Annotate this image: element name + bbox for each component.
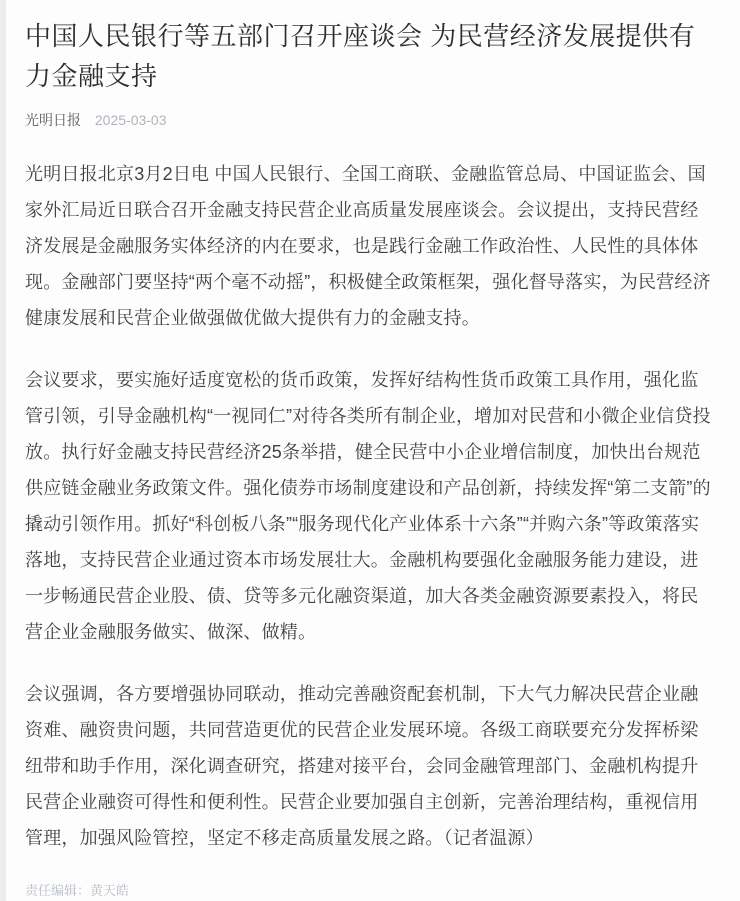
article-paragraph: 会议要求，要实施好适度宽松的货币政策，发挥好结构性货币政策工具作用，强化监管引领，引导金融机构“一视同仁”对待各类所有制企业，增加对民营和小微企业信贷投放。执行好金融支持民营经济25条举措，健全民营中小企业增信制度，加快出台规范供应链金融业务政策文件。强化债券市场制度建设和产品创新，持续发挥“第二支箭”的撬动引领作用。抓好“科创板八条”“服务现代化产业体系十六条”“并购六条”等政策落实落地，支持民营企业通过资本市场发展壮大。金融机构要强化金融服务能力建设，进一步畅通民营企业股、债、贷等多元化融资渠道，加大各类金融资源要素投入，将民营企业金融服务做实、做深、做精。 [25, 370, 711, 642]
article-date: 2025-03-03 [94, 112, 167, 128]
article-footer [25, 882, 715, 900]
article-body [25, 156, 715, 856]
article-title: 中国人民银行等五部门召开座谈会 为民营经济发展提供有力金融支持 [25, 21, 696, 91]
editor-name: 黄天皓 [90, 883, 130, 898]
article-paragraph: 会议强调，各方要增强协同联动，推动完善融资配套机制，下大气力解决民营企业融资难、融资贵问题，共同营造更优的民营企业发展环境。各级工商联要充分发挥桥梁纽带和助手作用，深化调查研究，搭建对接平台，会同金融管理部门、金融机构提升民营企业融资可得性和便利性。民营企业要加强自主创新，完善治理结构，重视信用管理，加强风险管控，坚定不移走高质量发展之路。（记者温源） [25, 684, 699, 848]
editor-label: 责任编辑： [25, 883, 91, 898]
article-paragraph: 光明日报北京3月2日电 中国人民银行、全国工商联、金融监管总局、中国证监会、国家外汇局近日联合召开金融支持民营企业高质量发展座谈会。会议提出，支持民营经济发展是金融服务实体经济的内在要求，也是践行金融工作政治性、人民性的具体体现。金融部门要坚持“两个毫不动摇”，积极健全政策框架，强化督导落实，为民营经济健康发展和民营企业做强做优做大提供有力的金融支持。 [25, 164, 711, 328]
article-source: 光明日报 [25, 112, 81, 128]
page-left-gutter [0, 0, 6, 901]
article-meta [25, 110, 715, 130]
